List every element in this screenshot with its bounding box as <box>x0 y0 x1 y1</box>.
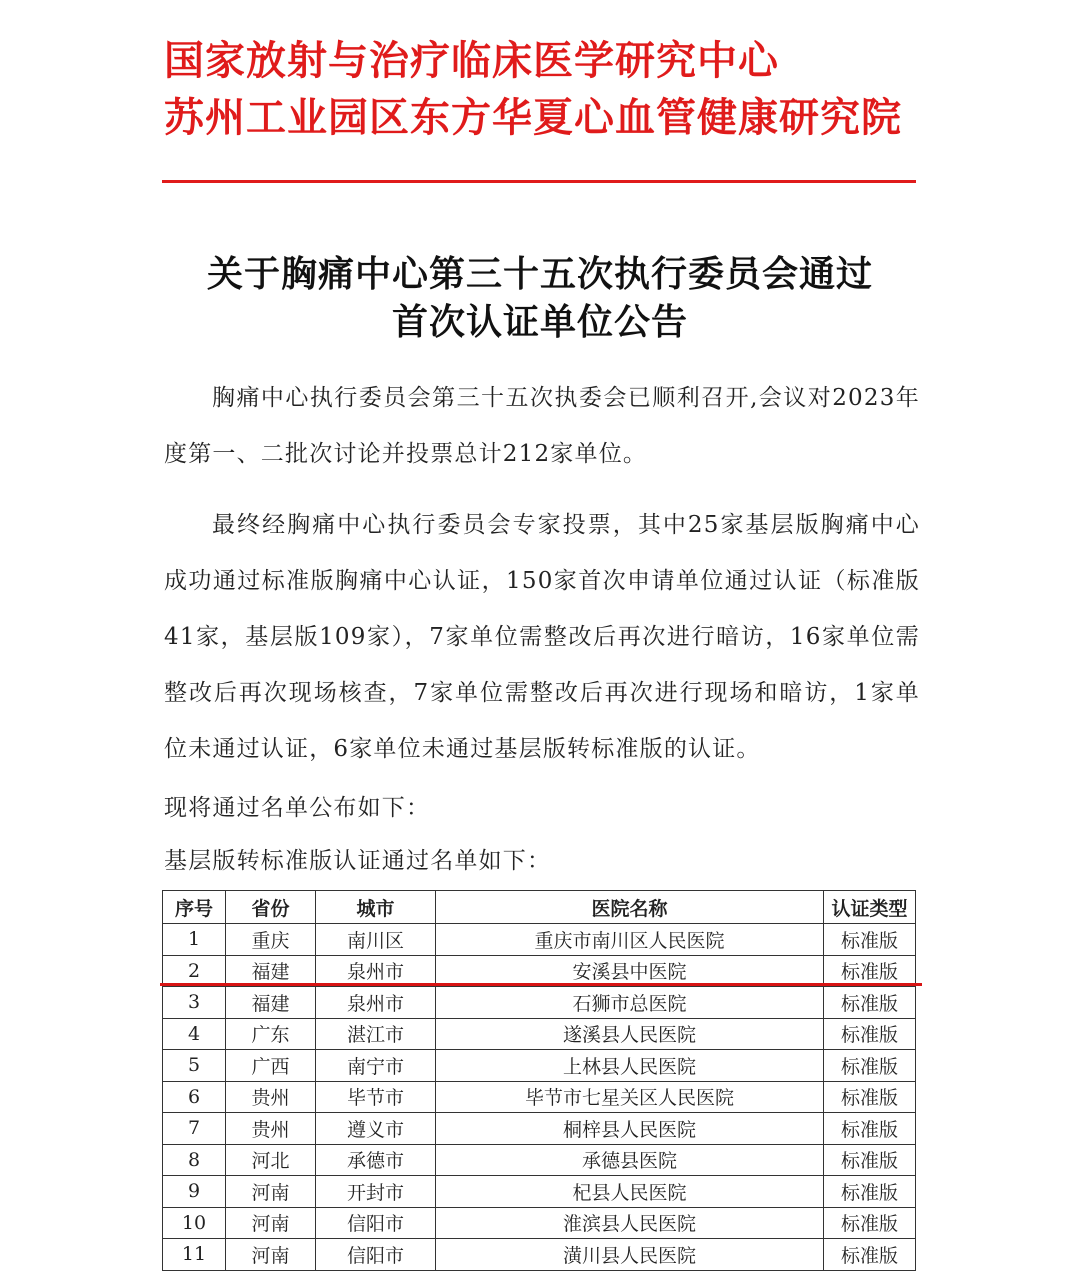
cell-city: 遵义市 <box>316 1113 436 1145</box>
cell-hospital-name: 潢川县人民医院 <box>436 1239 824 1271</box>
cell-index: 3 <box>163 987 226 1019</box>
certified-hospitals-table <box>162 890 916 1271</box>
cell-certification-type: 标准版 <box>824 987 916 1019</box>
cell-province: 广东 <box>226 1018 316 1050</box>
cell-province: 河南 <box>226 1176 316 1208</box>
cell-index: 8 <box>163 1144 226 1176</box>
table-row <box>163 987 916 1019</box>
cell-certification-type: 标准版 <box>824 1050 916 1082</box>
cell-province: 贵州 <box>226 1113 316 1145</box>
table-row <box>163 1050 916 1082</box>
table-row <box>163 1081 916 1113</box>
cell-certification-type: 标准版 <box>824 924 916 956</box>
cell-certification-type: 标准版 <box>824 1018 916 1050</box>
letterhead-divider <box>162 180 916 183</box>
cell-city: 信阳市 <box>316 1239 436 1271</box>
table-row <box>163 1176 916 1208</box>
cell-city: 南宁市 <box>316 1050 436 1082</box>
table-row <box>163 924 916 956</box>
cell-index: 10 <box>163 1207 226 1239</box>
cell-certification-type: 标准版 <box>824 1176 916 1208</box>
cell-index: 6 <box>163 1081 226 1113</box>
cell-hospital-name: 淮滨县人民医院 <box>436 1207 824 1239</box>
table-row <box>163 1207 916 1239</box>
cell-hospital-name: 桐梓县人民医院 <box>436 1113 824 1145</box>
cell-index: 4 <box>163 1018 226 1050</box>
cell-hospital-name: 杞县人民医院 <box>436 1176 824 1208</box>
cell-certification-type: 标准版 <box>824 1144 916 1176</box>
cell-province: 福建 <box>226 987 316 1019</box>
cell-index: 9 <box>163 1176 226 1208</box>
cell-index: 2 <box>163 955 226 987</box>
header-certification-type: 认证类型 <box>824 891 916 924</box>
header-city: 城市 <box>316 891 436 924</box>
cell-hospital-name: 遂溪县人民医院 <box>436 1018 824 1050</box>
cell-city: 开封市 <box>316 1176 436 1208</box>
cell-hospital-name: 上林县人民医院 <box>436 1050 824 1082</box>
cell-city: 泉州市 <box>316 955 436 987</box>
organization-name-line-2: 苏州工业园区东方华夏心血管健康研究院 <box>164 94 902 141</box>
table-row <box>163 1113 916 1145</box>
cell-city: 南川区 <box>316 924 436 956</box>
table-row <box>163 955 916 987</box>
table-row <box>163 1239 916 1271</box>
table-header-row <box>163 891 916 924</box>
highlight-underline-row-2 <box>160 983 922 986</box>
cell-province: 贵州 <box>226 1081 316 1113</box>
cell-index: 7 <box>163 1113 226 1145</box>
table-row <box>163 1018 916 1050</box>
cell-province: 河南 <box>226 1239 316 1271</box>
cell-province: 河南 <box>226 1207 316 1239</box>
header-hospital-name: 医院名称 <box>436 891 824 924</box>
cell-province: 广西 <box>226 1050 316 1082</box>
cell-certification-type: 标准版 <box>824 1081 916 1113</box>
cell-index: 5 <box>163 1050 226 1082</box>
cell-hospital-name: 重庆市南川区人民医院 <box>436 924 824 956</box>
cell-city: 湛江市 <box>316 1018 436 1050</box>
cell-certification-type: 标准版 <box>824 1207 916 1239</box>
cell-province: 河北 <box>226 1144 316 1176</box>
cell-certification-type: 标准版 <box>824 1239 916 1271</box>
announce-line: 现将通过名单公布如下： <box>164 795 431 821</box>
announcement-title-line-1: 关于胸痛中心第三十五次执行委员会通过 <box>206 253 873 295</box>
table-caption: 基层版转标准版认证通过名单如下： <box>164 848 552 874</box>
cell-hospital-name: 石狮市总医院 <box>436 987 824 1019</box>
cell-index: 11 <box>163 1239 226 1271</box>
organization-name-line-1: 国家放射与治疗临床医学研究中心 <box>164 37 779 84</box>
body-paragraph-2: 最终经胸痛中心执行委员会专家投票，其中25家基层版胸痛中心成功通过标准版胸痛中心认证，150家首次申请单位通过认证（标准版41家，基层版109家），7家单位需整改后再次进行暗访，16家单位需整改后再次现场核查，7家单位需整改后再次进行现场和暗访，1家单位未通过认证，6家单位未通过基层版转标准版的认证。 <box>164 512 920 762</box>
body-paragraph-1: 胸痛中心执行委员会第三十五次执委会已顺利召开,会议对2023年度第一、二批次讨论并投票总计212家单位。 <box>164 385 920 467</box>
header-province: 省份 <box>226 891 316 924</box>
cell-city: 泉州市 <box>316 987 436 1019</box>
announcement-title-line-2: 首次认证单位公告 <box>391 301 688 343</box>
cell-certification-type: 标准版 <box>824 1113 916 1145</box>
cell-hospital-name: 毕节市七星关区人民医院 <box>436 1081 824 1113</box>
cell-certification-type: 标准版 <box>824 955 916 987</box>
cell-province: 福建 <box>226 955 316 987</box>
cell-city: 承德市 <box>316 1144 436 1176</box>
table-row <box>163 1144 916 1176</box>
cell-city: 毕节市 <box>316 1081 436 1113</box>
header-index: 序号 <box>163 891 226 924</box>
cell-city: 信阳市 <box>316 1207 436 1239</box>
cell-province: 重庆 <box>226 924 316 956</box>
cell-hospital-name: 承德县医院 <box>436 1144 824 1176</box>
cell-hospital-name: 安溪县中医院 <box>436 955 824 987</box>
cell-index: 1 <box>163 924 226 956</box>
